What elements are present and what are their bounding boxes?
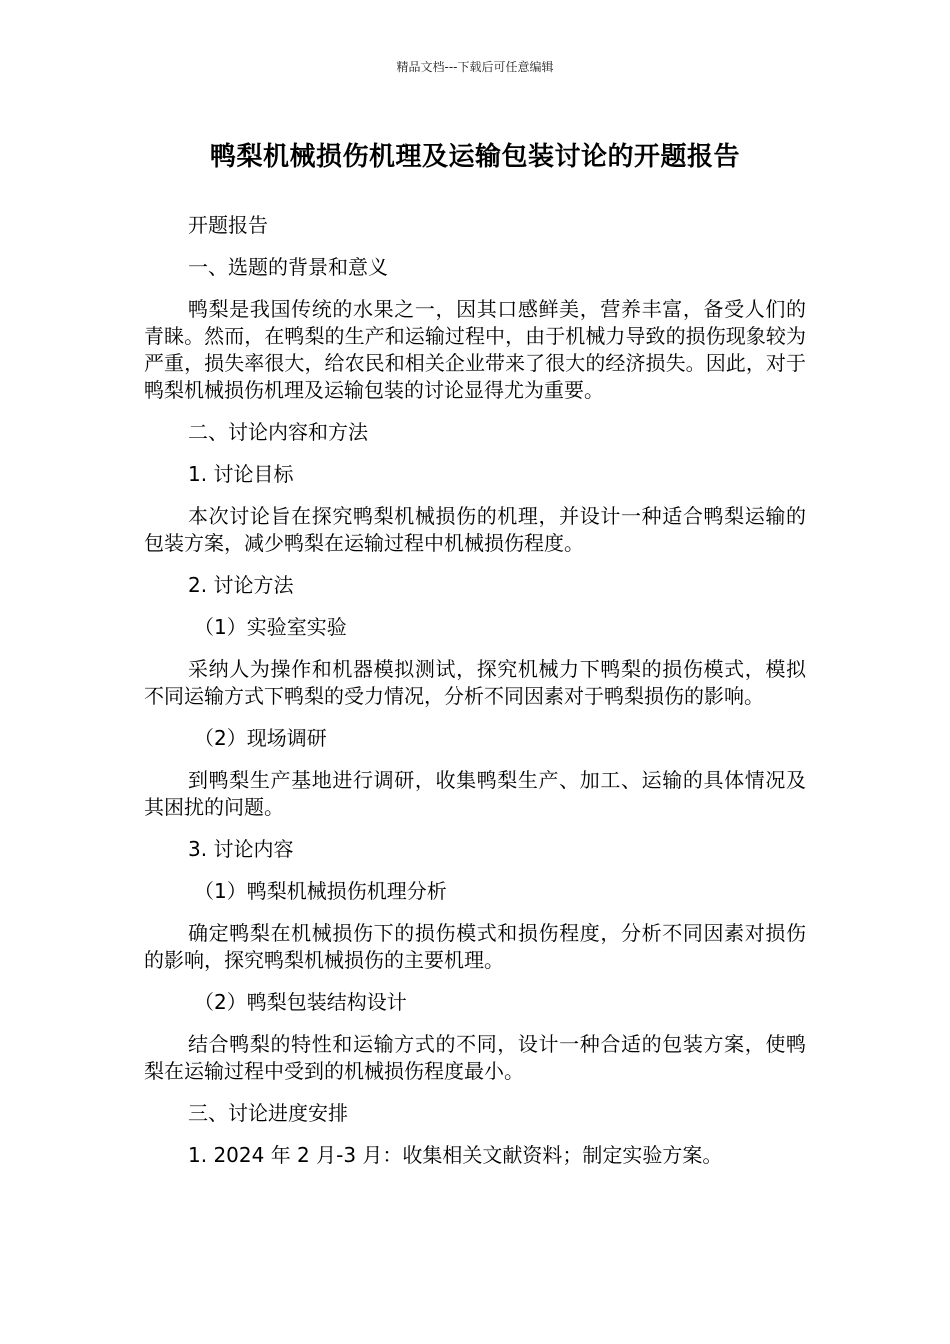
subitem-field-survey: （2）现场调研 — [194, 726, 327, 750]
section-heading-content-method: 二、讨论内容和方法 — [188, 420, 368, 444]
section-label: 开题报告 — [188, 213, 268, 237]
document-title: 鸭梨机械损伤机理及运输包装讨论的开题报告 — [209, 142, 740, 172]
subheading-content: 3. 讨论内容 — [188, 837, 294, 861]
paragraph-goal: 本次讨论旨在探究鸭梨机械损伤的机理，并设计一种适合鸭梨运输的包装方案，减少鸭梨在运输过程中机械损伤程度。 — [144, 504, 806, 555]
subitem-packaging-design: （2）鸭梨包装结构设计 — [194, 990, 407, 1014]
subheading-goal: 1. 讨论目标 — [188, 462, 294, 486]
subitem-mechanism-analysis: （1）鸭梨机械损伤机理分析 — [194, 879, 447, 903]
header-note: 精品文档---下载后可任意编辑 — [396, 60, 554, 74]
paragraph-field-survey: 到鸭梨生产基地进行调研，收集鸭梨生产、加工、运输的具体情况及其困扰的问题。 — [144, 768, 806, 819]
schedule-item: 1. 2024 年 2 月-3 月：收集相关文献资料；制定实验方案。 — [188, 1143, 723, 1167]
document-body — [144, 212, 806, 1184]
paragraph-background: 鸭梨是我国传统的水果之一，因其口感鲜美，营养丰富，备受人们的青睐。然而，在鸭梨的生产和运输过程中，由于机械力导致的损伤现象较为严重，损失率很大，给农民和相关企业带来了很大的经济损失。因此，对于鸭梨机械损伤机理及运输包装的讨论显得尤为重要。 — [144, 297, 806, 402]
subheading-method: 2. 讨论方法 — [188, 573, 294, 597]
subitem-lab-experiment: （1）实验室实验 — [194, 615, 347, 639]
section-heading-schedule: 三、讨论进度安排 — [188, 1101, 348, 1125]
section-heading-background: 一、选题的背景和意义 — [188, 255, 388, 279]
paragraph-lab-experiment: 采纳人为操作和机器模拟测试，探究机械力下鸭梨的损伤模式，模拟不同运输方式下鸭梨的受力情况，分析不同因素对于鸭梨损伤的影响。 — [144, 657, 806, 708]
paragraph-mechanism-analysis: 确定鸭梨在机械损伤下的损伤模式和损伤程度，分析不同因素对损伤的影响，探究鸭梨机械损伤的主要机理。 — [144, 921, 806, 972]
paragraph-packaging-design: 结合鸭梨的特性和运输方式的不同，设计一种合适的包装方案，使鸭梨在运输过程中受到的机械损伤程度最小。 — [144, 1032, 806, 1083]
